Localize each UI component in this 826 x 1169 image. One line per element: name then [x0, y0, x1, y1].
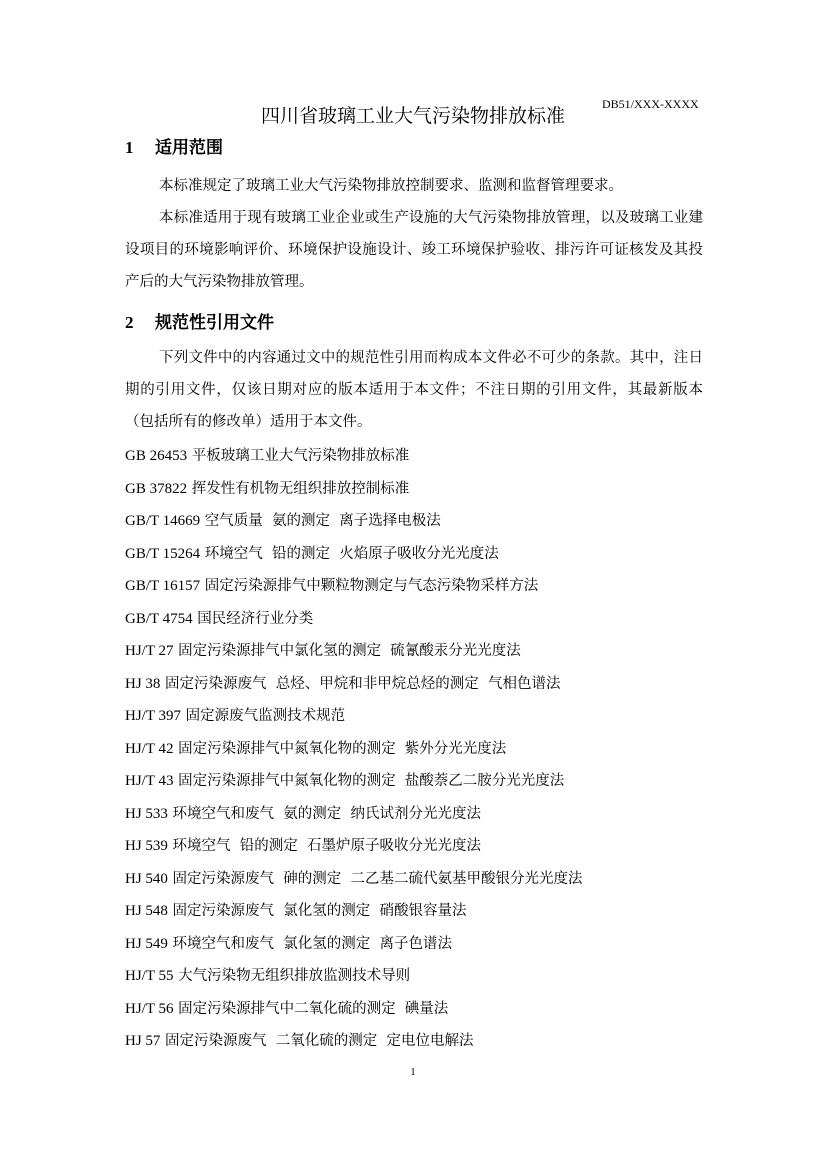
reference-item: [125, 966, 410, 986]
paragraph: 本标准适用于现有玻璃工业企业或生产设施的大气污染物排放管理，以及玻璃工业建设项目的环境影响评价、环境保护设施设计、竣工环境保护验收、排污许可证核发及其投产后的大气污染物排放管理。: [125, 210, 703, 290]
reference-item: [125, 609, 313, 629]
document-title: 四川省玻璃工业大气污染物排放标准: [260, 105, 565, 127]
reference-code: GB 26453: [125, 448, 188, 464]
reference-title: 固定污染源排气中氯化氢的测定 硫氰酸汞分光光度法: [178, 643, 521, 659]
reference-item: [125, 511, 441, 531]
reference-item: [125, 804, 481, 824]
reference-title: 固定污染源废气 氯化氢的测定 硝酸银容量法: [172, 903, 467, 919]
reference-item: [125, 544, 499, 564]
reference-title: 国民经济行业分类: [197, 610, 314, 627]
reference-title: 平板玻璃工业大气污染物排放标准: [191, 448, 410, 464]
reference-title: 固定污染源废气 总烃、甲烷和非甲烷总烃的测定 气相色谱法: [165, 675, 561, 692]
reference-title: 大气污染物无组织排放监测技术导则: [178, 968, 411, 984]
reference-title: 空气质量 氨的测定 离子选择电极法: [204, 513, 441, 529]
reference-title: 环境空气 铅的测定 火焰原子吸收分光光度法: [204, 545, 499, 562]
reference-item: [125, 1031, 473, 1051]
reference-item: [125, 739, 506, 759]
reference-code: HJ/T 56: [125, 1000, 174, 1017]
reference-code: HJ 548: [125, 903, 168, 919]
reference-title: 环境空气和废气 氨的测定 纳氏试剂分光光度法: [172, 805, 481, 822]
reference-title: 固定污染源废气 砷的测定 二乙基二硫代氨基甲酸银分光光度法: [172, 870, 583, 887]
reference-title: 挥发性有机物无组织排放控制标准: [191, 480, 410, 497]
paragraph: 下列文件中的内容通过文中的规范性引用而构成本文件必不可少的条款。其中，注日期的引用文件，仅该日期对应的版本适用于本文件；不注日期的引用文件，其最新版本（包括所有的修改单）适用于本文件。: [125, 350, 703, 430]
reference-title: 固定污染源排气中氮氧化物的测定 盐酸萘乙二胺分光光度法: [178, 773, 565, 789]
reference-item: [125, 674, 560, 694]
reference-title: 固定污染源排气中氮氧化物的测定 紫外分光光度法: [178, 740, 507, 757]
reference-item: [125, 836, 481, 856]
section-heading: [125, 311, 274, 335]
reference-item: [125, 576, 538, 596]
reference-item: [125, 999, 448, 1019]
reference-item: [125, 479, 409, 499]
reference-code: GB/T 4754: [125, 610, 193, 627]
reference-code: HJ 549: [125, 935, 168, 952]
reference-code: GB/T 16157: [125, 578, 201, 594]
section-number: 2: [125, 313, 134, 332]
reference-item: [125, 771, 564, 791]
reference-code: HJ 533: [125, 805, 168, 822]
reference-code: HJ 540: [125, 870, 168, 887]
reference-title: 固定源废气监测技术规范: [185, 708, 346, 724]
section-title: 规范性引用文件: [155, 313, 274, 333]
paragraph: 本标准规定了玻璃工业大气污染物排放控制要求、监测和监督管理要求。: [159, 178, 623, 194]
reference-item: [125, 641, 521, 661]
reference-code: GB 37822: [125, 480, 188, 497]
section-number: 1: [125, 138, 134, 157]
reference-item: [125, 869, 582, 889]
reference-code: GB/T 14669: [125, 513, 201, 529]
page-number: 1: [410, 1066, 416, 1078]
reference-item: [125, 934, 452, 954]
reference-code: HJ 38: [125, 675, 161, 692]
reference-code: HJ/T 397: [125, 708, 181, 724]
reference-title: 环境空气和废气 氯化氢的测定 离子色谱法: [172, 935, 452, 952]
reference-code: HJ 539: [125, 838, 168, 854]
section-title: 适用范围: [155, 138, 223, 158]
reference-code: GB/T 15264: [125, 545, 201, 562]
reference-item: [125, 446, 409, 466]
reference-item: [125, 901, 466, 921]
document-code: DB51/XXX-XXXX: [602, 97, 699, 111]
reference-title: 固定污染源废气 二氧化硫的测定 定电位电解法: [165, 1033, 474, 1049]
reference-item: [125, 706, 345, 726]
reference-code: HJ/T 42: [125, 740, 174, 757]
reference-title: 固定污染源排气中颗粒物测定与气态污染物采样方法: [204, 578, 539, 594]
reference-code: HJ/T 43: [125, 773, 174, 789]
reference-code: HJ/T 27: [125, 643, 174, 659]
reference-title: 固定污染源排气中二氧化硫的测定 碘量法: [178, 1000, 449, 1017]
reference-code: HJ/T 55: [125, 968, 174, 984]
section-heading: [125, 136, 223, 160]
reference-title: 环境空气 铅的测定 石墨炉原子吸收分光光度法: [172, 838, 481, 854]
reference-code: HJ 57: [125, 1033, 161, 1049]
